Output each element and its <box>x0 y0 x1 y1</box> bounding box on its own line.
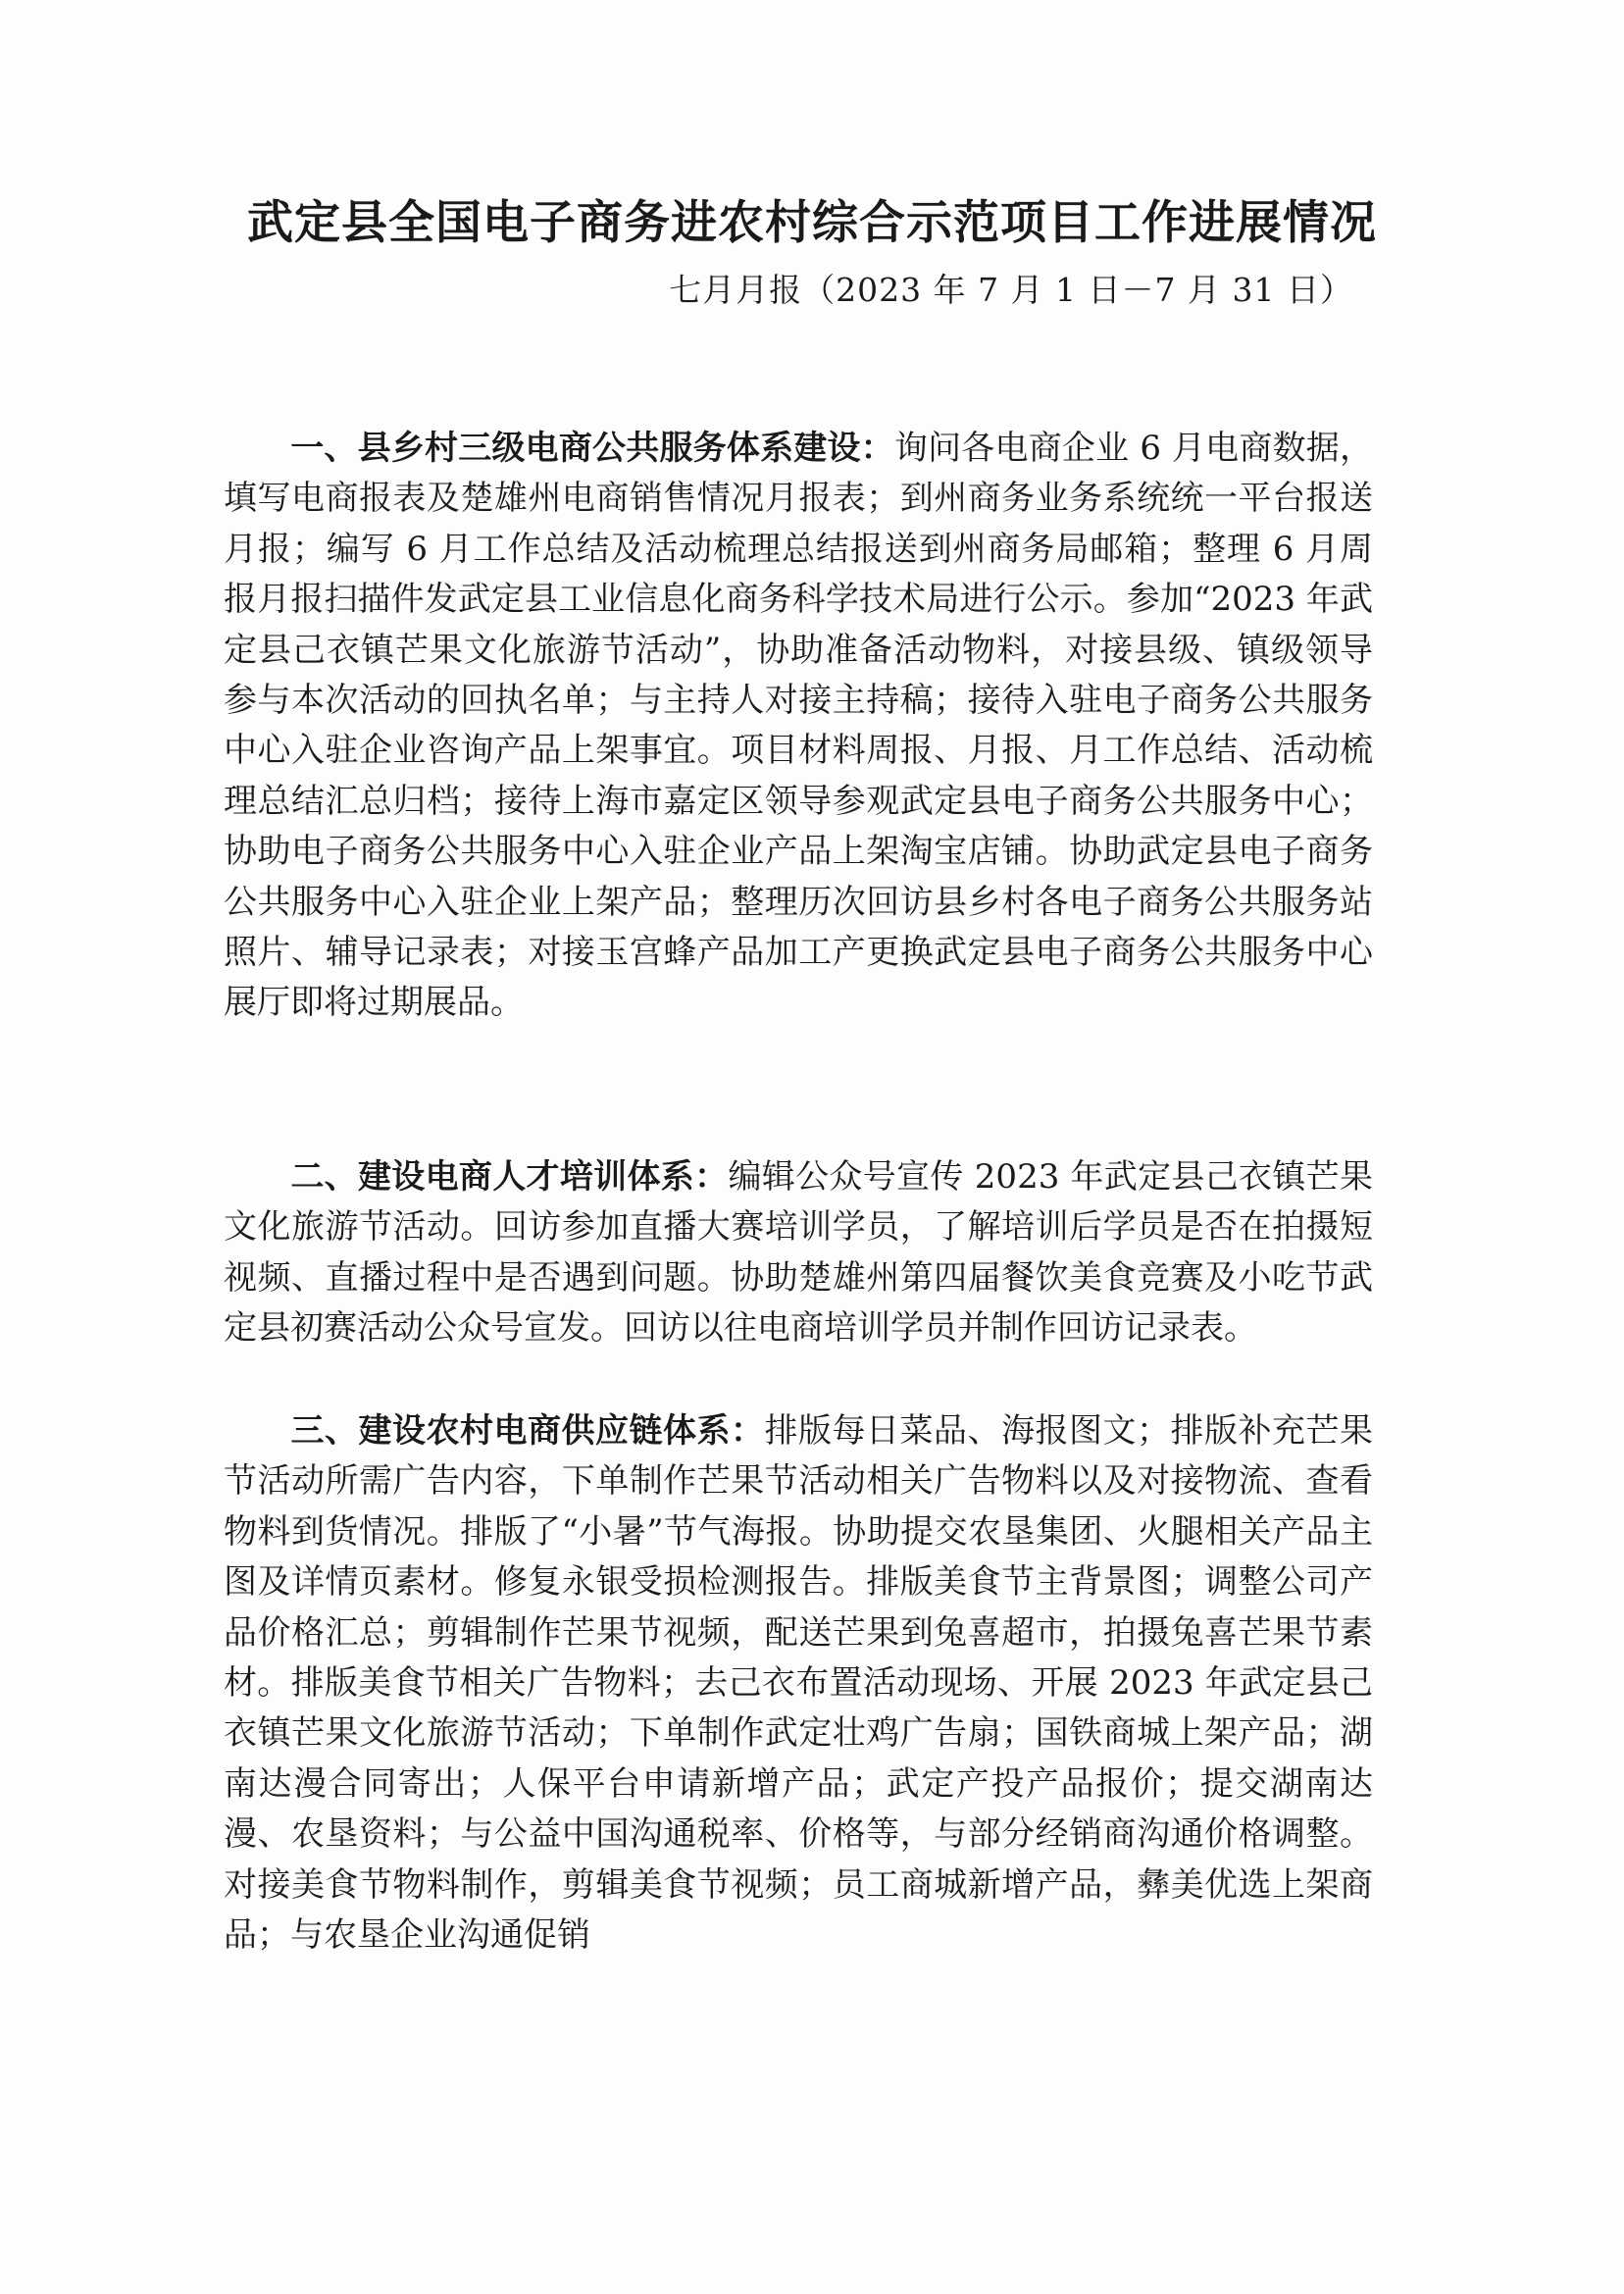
section-3-text: 排版每日菜品、海报图文；排版补充芒果节活动所需广告内容，下单制作芒果节活动相关广告物料以及对接物流、查看物料到货情况。排版了“小暑”节气海报。协助提交农垦集团、火腿相关产品主图及详情页素材。修复永银受损检测报告。排版美食节主背景图；调整公司产品价格汇总；剪辑制作芒果节视频，配送芒果到兔喜超市，拍摄兔喜芒果节素材。排版美食节相关广告物料；去己衣布置活动现场、开展 2023 年武定县己衣镇芒果文化旅游节活动；下单制作武定壮鸡广告扇；国铁商城上架产品；湖南达漫合同寄出；人保平台申请新增产品；武定产投产品报价；提交湖南达漫、农垦资料；与公益中国沟通税率、价格等，与部分经销商沟通价格调整。对接美食节物料制作，剪辑美食节视频；员工商城新增产品，彝美优选上架商品；与农垦企业沟通促销 <box>224 1411 1373 1956</box>
document-title: 武定县全国电子商务进农村综合示范项目工作进展情况 <box>247 196 1377 250</box>
section-1-paragraph <box>224 424 1373 1029</box>
section-2-paragraph <box>224 1152 1373 1354</box>
section-2-heading: 二、建设电商人才培训体系： <box>290 1157 729 1197</box>
section-3-paragraph <box>224 1406 1373 1961</box>
report-period-subtitle: 七月月报（2023 年 7 月 1 日－7 月 31 日） <box>669 271 1353 309</box>
section-3-heading: 三、建设农村电商供应链体系： <box>290 1411 765 1451</box>
section-1-heading: 一、县乡村三级电商公共服务体系建设： <box>290 429 894 468</box>
section-2-text: 编辑公众号宣传 2023 年武定县己衣镇芒果文化旅游节活动。回访参加直播大赛培训学员，了解培训后学员是否在拍摄短视频、直播过程中是否遇到问题。协助楚雄州第四届餐饮美食竞赛及小吃节武定县初赛活动公众号宣发。回访以往电商培训学员并制作回访记录表。 <box>224 1157 1373 1349</box>
section-1-text: 询问各电商企业 6 月电商数据，填写电商报表及楚雄州电商销售情况月报表；到州商务业务系统统一平台报送月报；编写 6 月工作总结及活动梳理总结报送到州商务局邮箱；整理 6 月周报月报扫描件发武定县工业信息化商务科学技术局进行公示。参加“2023 年武定县己衣镇芒果文化旅游节活动”，协助准备活动物料，对接县级、镇级领导参与本次活动的回执名单；与主持人对接主持稿；接待入驻电子商务公共服务中心入驻企业咨询产品上架事宜。项目材料周报、月报、月工作总结、活动梳理总结汇总归档；接待上海市嘉定区领导参观武定县电子商务公共服务中心；协助电子商务公共服务中心入驻企业产品上架淘宝店铺。协助武定县电子商务公共服务中心入驻企业上架产品；整理历次回访县乡村各电子商务公共服务站照片、辅导记录表；对接玉宫蜂产品加工产更换武定县电子商务公共服务中心展厅即将过期展品。 <box>224 429 1374 1023</box>
